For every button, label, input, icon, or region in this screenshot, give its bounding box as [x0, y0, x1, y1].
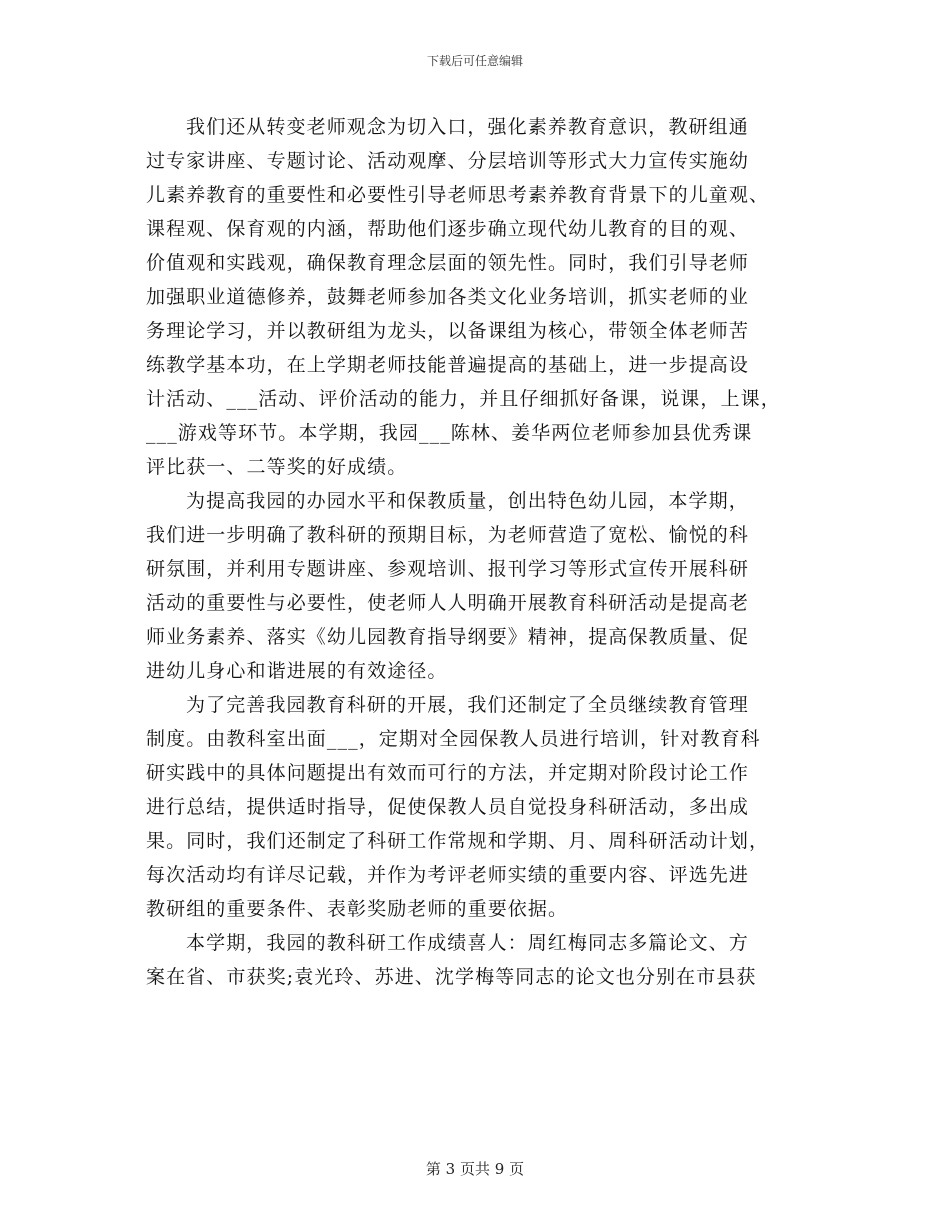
text-line: 过专家讲座、专题讨论、活动观摩、分层培训等形式大力宣传实施幼 [146, 150, 750, 172]
paragraph-achievements [146, 926, 816, 994]
text-line: 本学期，我园的教科研工作成绩喜人：周红梅同志多篇论文、方 [186, 932, 749, 954]
text-line: 课程观、保育观的内涵，帮助他们逐步确立现代幼儿教育的目的观、 [146, 218, 750, 240]
paragraph-research-goals [146, 484, 816, 688]
text-line: 案在省、市获奖;袁光玲、苏进、沈学梅等同志的论文也分别在市县获 [146, 966, 757, 988]
text-line: 我们还从转变老师观念为切入口，强化素养教育意识，教研组通 [186, 116, 749, 138]
text-line: ___游戏等环节。本学期，我园___陈林、姜华两位老师参加县优秀课 [146, 422, 753, 444]
document-body [146, 110, 816, 994]
text-line: 活动的重要性与必要性，使老师人人明确开展教育科研活动是提高老 [146, 592, 750, 614]
page-number: 第 3 页共 9 页 [425, 1160, 525, 1178]
text-line: 价值观和实践观，确保教育理念层面的领先性。同时，我们引导老师 [146, 252, 750, 274]
text-line: 练教学基本功，在上学期老师技能普遍提高的基础上，进一步提高设 [146, 354, 750, 376]
text-line: 儿素养教育的重要性和必要性引导老师思考素养教育背景下的儿童观、 [146, 184, 770, 206]
text-line: 我们进一步明确了教科研的预期目标，为老师营造了宽松、愉悦的科 [146, 524, 750, 546]
text-line: 教研组的重要条件、表彰奖励老师的重要依据。 [146, 898, 569, 920]
text-line: 制度。由教科室出面___，定期对全园保教人员进行培训，针对教育科 [146, 728, 761, 750]
text-line: 为提高我园的办园水平和保教质量，创出特色幼儿园，本学期， [186, 490, 749, 512]
text-line: 评比获一、二等奖的好成绩。 [146, 456, 408, 478]
text-line: 果。同时，我们还制定了科研工作常规和学期、月、周科研活动计划， [146, 830, 770, 852]
text-line: 进行总结，提供适时指导，促使保教人员自觉投身科研活动，多出成 [146, 796, 750, 818]
paragraph-continuing-education [146, 688, 816, 926]
text-line: 加强职业道德修养，鼓舞老师参加各类文化业务培训，抓实老师的业 [146, 286, 750, 308]
text-line: 研实践中的具体问题提出有效而可行的方法，并定期对阶段讨论工作 [146, 762, 750, 784]
text-line: 研氛围，并利用专题讲座、参观培训、报刊学习等形式宣传开展科研 [146, 558, 750, 580]
text-line: 师业务素养、落实《幼儿园教育指导纲要》精神，提高保教质量、促 [146, 626, 750, 648]
text-line: 为了完善我园教育科研的开展，我们还制定了全员继续教育管理 [186, 694, 749, 716]
paragraph-teacher-concept [146, 110, 816, 484]
page-header-note: 下载后可任意编辑 [426, 54, 523, 68]
text-line: 计活动、___活动、评价活动的能力，并且仔细抓好备课，说课，上课， [146, 388, 781, 410]
text-line: 务理论学习，并以教研组为龙头，以备课组为核心，带领全体老师苦 [146, 320, 750, 342]
text-line: 每次活动均有详尽记载，并作为考评老师实绩的重要内容、评选先进 [146, 864, 750, 886]
text-line: 进幼儿身心和谐进展的有效途径。 [146, 660, 448, 682]
